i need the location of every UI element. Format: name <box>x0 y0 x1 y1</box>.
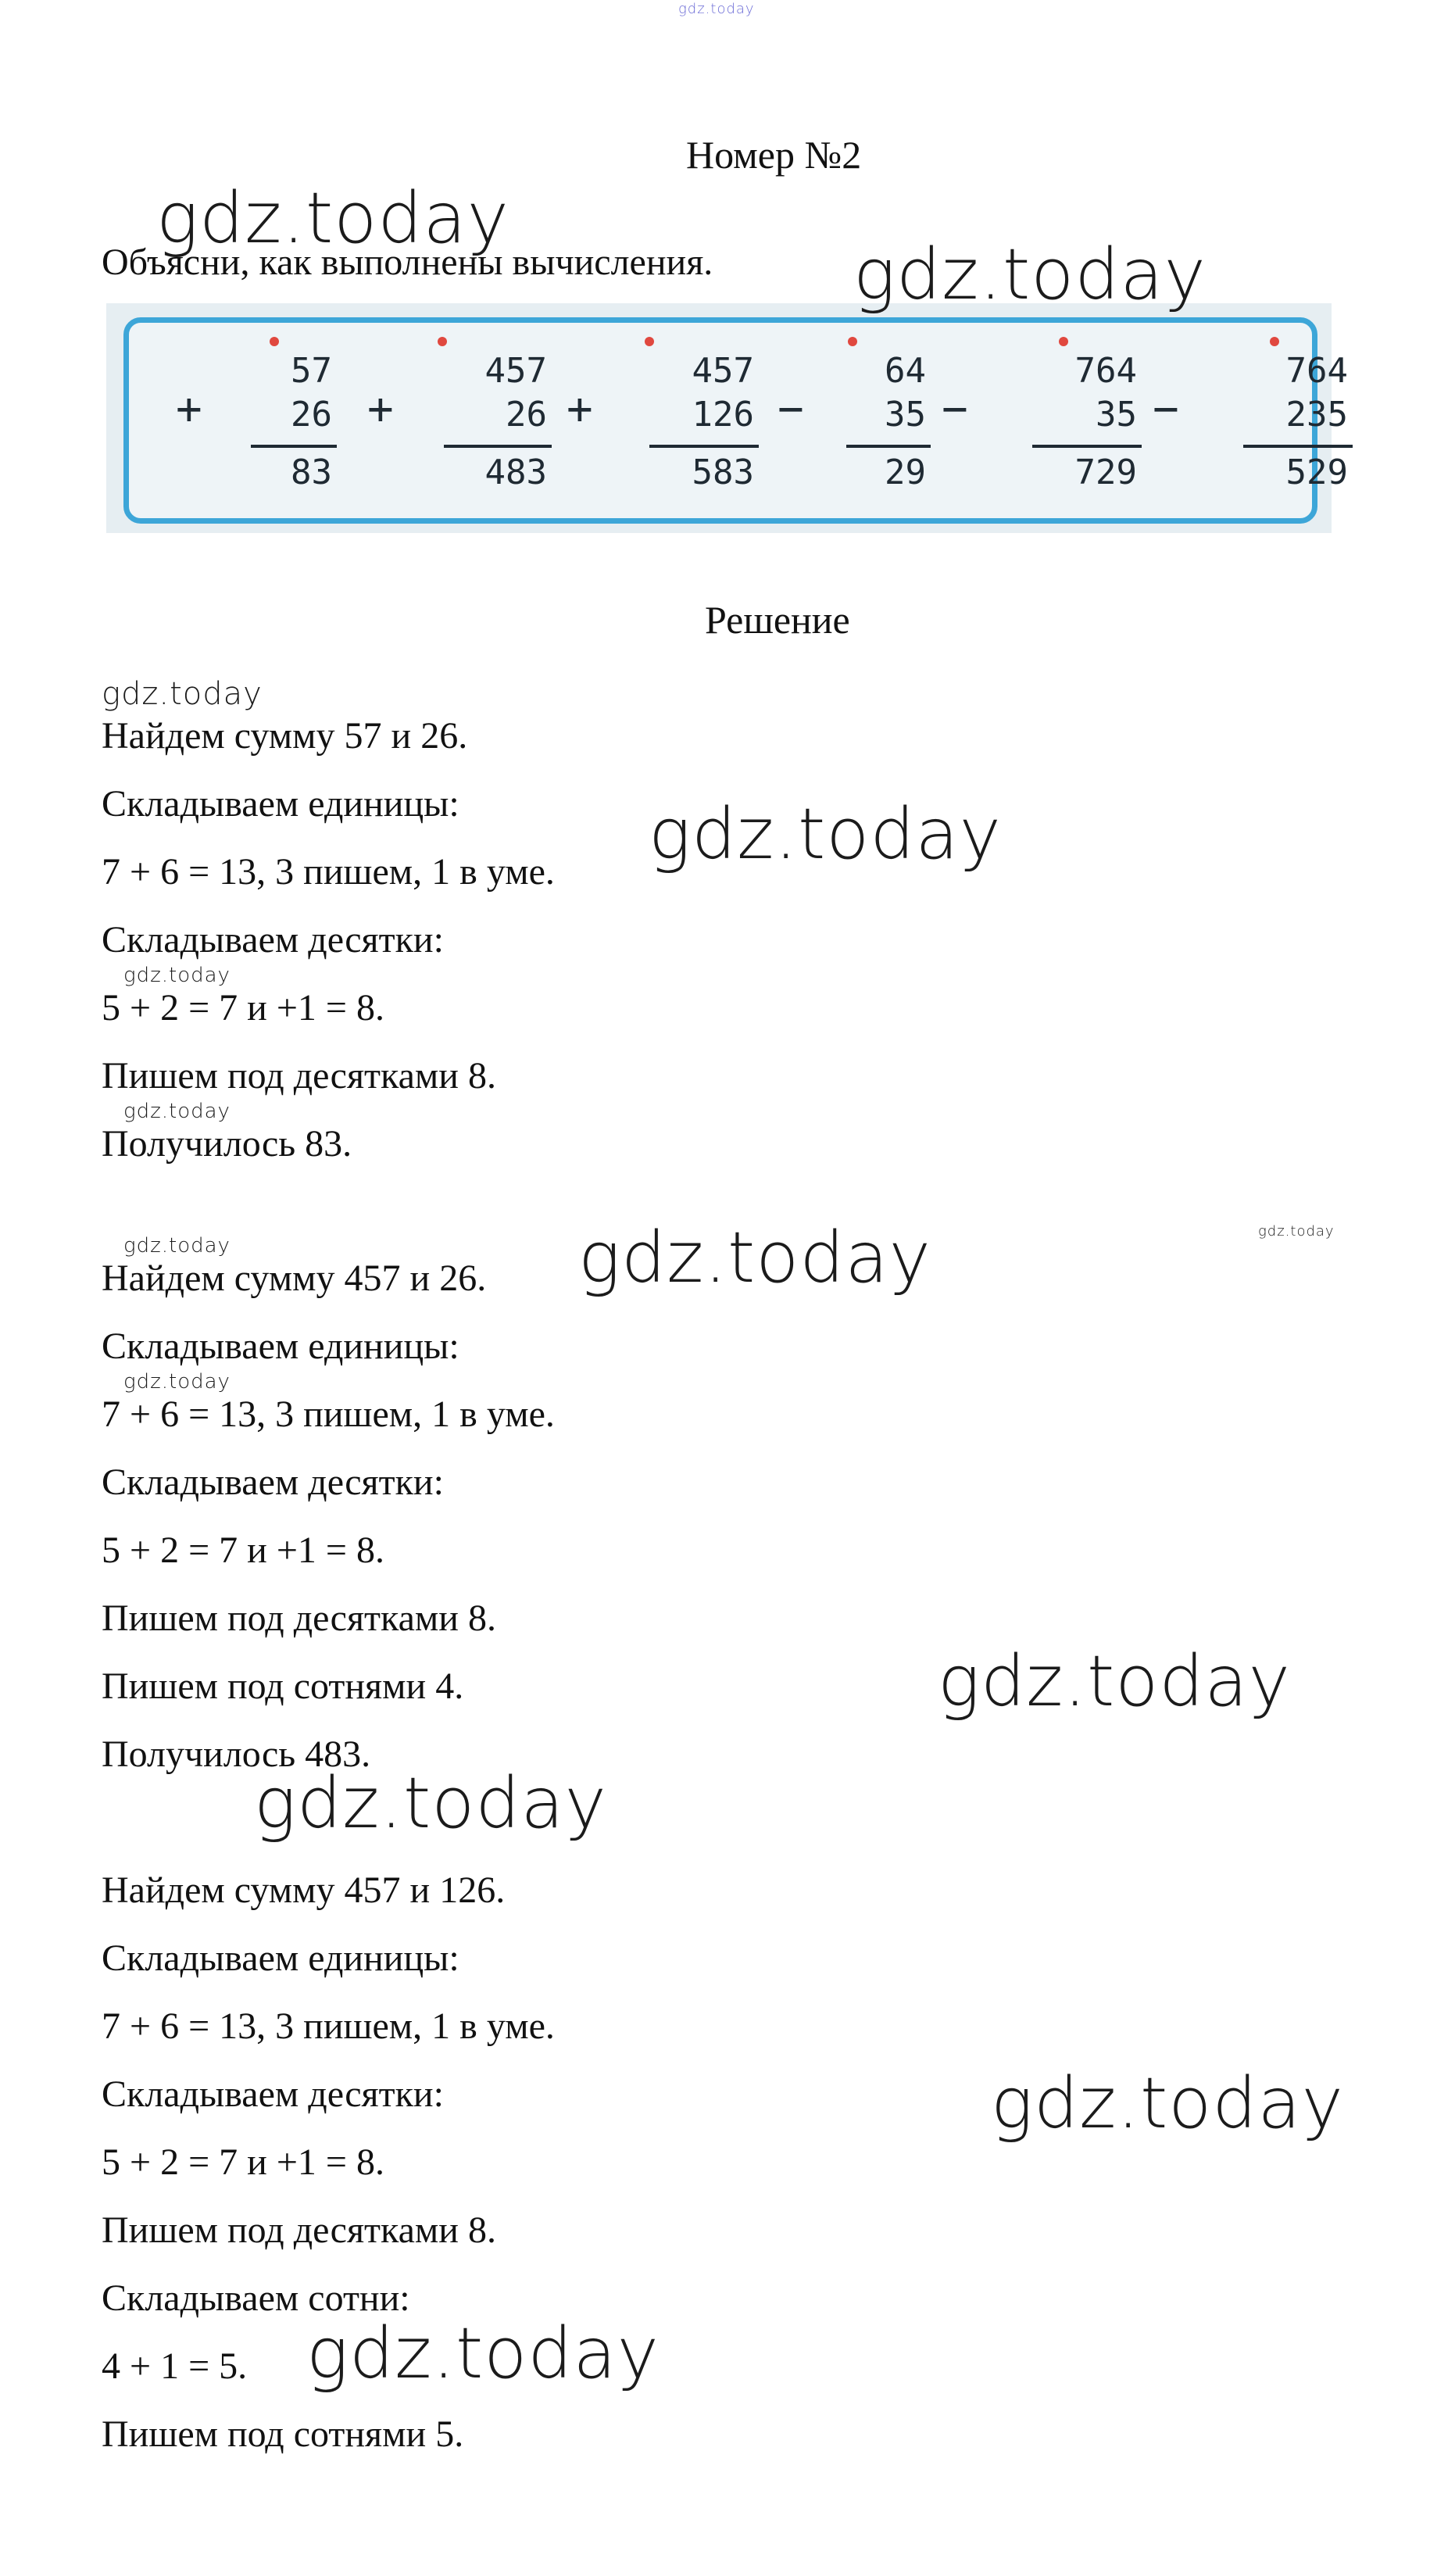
solution-line: 5 + 2 = 7 и +1 = 8. <box>102 2141 384 2183</box>
carry-dot <box>438 337 447 346</box>
watermark: gdz.today <box>649 793 1002 875</box>
operation-result: 583 <box>692 453 754 492</box>
watermark: gdz.today <box>102 676 263 712</box>
operand-a: 764 <box>1285 351 1348 391</box>
operand-b: 126 <box>692 395 754 435</box>
watermark: gdz.today <box>156 177 509 259</box>
result-line <box>1032 445 1142 448</box>
watermark: gdz.today <box>306 2313 660 2395</box>
watermark: gdz.today <box>123 964 231 987</box>
solution-line: Пишем под десятками 8. <box>102 1597 496 1639</box>
solution-heading: Решение <box>705 598 850 642</box>
solution-line: Складываем единицы: <box>102 783 459 825</box>
page-title: Номер №2 <box>686 133 862 177</box>
watermark: gdz.today <box>938 1640 1291 1723</box>
operation-sign: + <box>367 384 394 435</box>
operand-a: 457 <box>692 351 754 391</box>
solution-line: Складываем десятки: <box>102 919 444 961</box>
result-line <box>649 445 759 448</box>
textbook-image <box>106 303 1348 533</box>
watermark: gdz.today <box>853 234 1207 316</box>
result-line <box>444 445 552 448</box>
result-line <box>1243 445 1353 448</box>
solution-line: Найдем сумму 57 и 26. <box>102 715 468 757</box>
operation-result: 83 <box>291 453 332 492</box>
carry-dot <box>270 337 279 346</box>
watermark: gdz.today <box>578 1217 931 1299</box>
solution-line: Складываем десятки: <box>102 1462 444 1503</box>
operand-a: 764 <box>1074 351 1137 391</box>
result-line <box>251 445 337 448</box>
textbook-image-frame <box>123 317 1348 524</box>
operand-b: 35 <box>1096 395 1137 435</box>
solution-line: Складываем единицы: <box>102 1937 459 1979</box>
operation-2 <box>367 337 547 509</box>
solution-line: 5 + 2 = 7 и +1 = 8. <box>102 987 384 1029</box>
solution-line: Складываем десятки: <box>102 2073 444 2115</box>
operation-result: 729 <box>1074 453 1137 492</box>
carry-dot <box>848 337 857 346</box>
operand-b: 35 <box>885 395 926 435</box>
operation-3 <box>567 337 754 509</box>
operand-b: 26 <box>291 395 332 435</box>
operation-result: 483 <box>484 453 547 492</box>
operation-1 <box>176 337 332 509</box>
operation-6 <box>1153 337 1348 509</box>
operation-sign: − <box>1153 384 1179 435</box>
solution-line: 7 + 6 = 13, 3 пишем, 1 в уме. <box>102 2005 555 2047</box>
watermark-top: gdz.today <box>678 1 755 17</box>
task-text: Объясни, как выполнены вычисления. <box>102 242 713 283</box>
solution-line: Складываем сотни: <box>102 2277 410 2319</box>
operation-result: 529 <box>1285 453 1348 492</box>
watermark: gdz.today <box>1258 1223 1335 1240</box>
solution-line: Пишем под десятками 8. <box>102 1055 496 1097</box>
operation-sign: + <box>567 384 593 435</box>
operation-sign: − <box>942 384 968 435</box>
operand-a: 457 <box>484 351 547 391</box>
operand-a: 57 <box>291 351 332 391</box>
solution-line: 7 + 6 = 13, 3 пишем, 1 в уме. <box>102 851 555 893</box>
carry-dot <box>1059 337 1068 346</box>
carry-dot <box>1270 337 1279 346</box>
solution-line: 5 + 2 = 7 и +1 = 8. <box>102 1530 384 1571</box>
solution-line: Получилось 83. <box>102 1123 352 1165</box>
watermark: gdz.today <box>991 2063 1344 2145</box>
watermark: gdz.today <box>254 1762 607 1844</box>
watermark: gdz.today <box>123 1370 231 1394</box>
operation-4 <box>778 337 926 509</box>
solution-line: Пишем под сотнями 4. <box>102 1665 464 1707</box>
solution-line: Пишем под сотнями 5. <box>102 2413 464 2455</box>
solution-line: 7 + 6 = 13, 3 пишем, 1 в уме. <box>102 1394 555 1435</box>
solution-line: Пишем под десятками 8. <box>102 2209 496 2251</box>
solution-line: Найдем сумму 457 и 26. <box>102 1258 487 1299</box>
carry-dot <box>645 337 654 346</box>
solution-line: 4 + 1 = 5. <box>102 2345 248 2387</box>
operand-b: 235 <box>1285 395 1348 435</box>
operand-a: 64 <box>885 351 926 391</box>
operation-result: 29 <box>885 453 926 492</box>
result-line <box>846 445 931 448</box>
operation-5 <box>942 337 1137 509</box>
operation-sign: − <box>778 384 804 435</box>
solution-line: Получилось 483. <box>102 1733 371 1775</box>
solution-line: Складываем единицы: <box>102 1326 459 1367</box>
watermark: gdz.today <box>123 1234 231 1258</box>
solution-line: Найдем сумму 457 и 126. <box>102 1869 506 1911</box>
operand-b: 26 <box>506 395 547 435</box>
watermark: gdz.today <box>123 1100 231 1123</box>
operation-sign: + <box>176 384 202 435</box>
